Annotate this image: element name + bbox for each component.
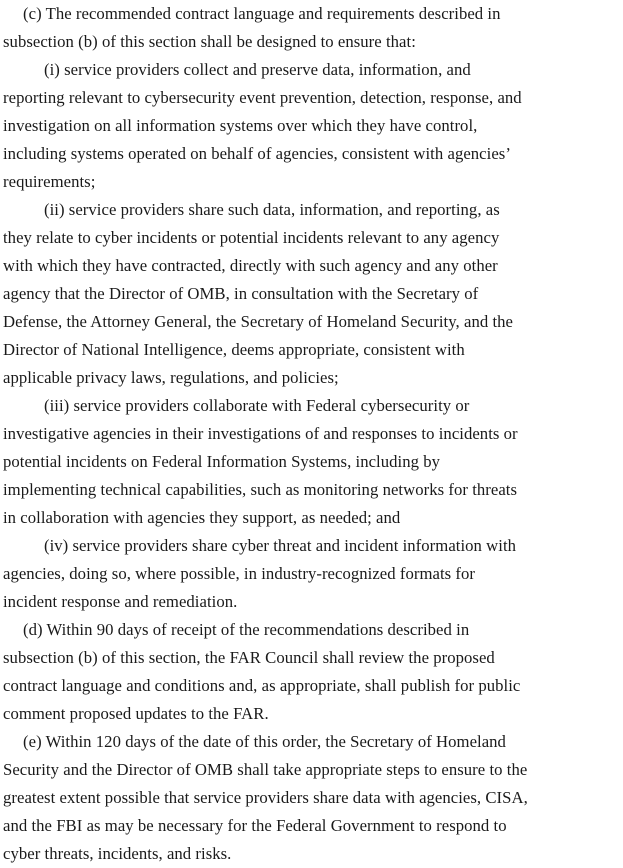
paragraph-c-line-2: subsection (b) of this section shall be designed to ensure that: bbox=[3, 32, 416, 51]
paragraph-d-line-2: subsection (b) of this section, the FAR Council shall review the proposed bbox=[3, 648, 495, 667]
item-ii-line-2: they relate to cyber incidents or potential incidents relevant to any agency bbox=[3, 228, 500, 247]
item-i-line-2: reporting relevant to cybersecurity event prevention, detection, response, and bbox=[3, 88, 522, 107]
item-ii-line-3: with which they have contracted, directly with such agency and any other bbox=[3, 256, 498, 275]
item-ii-line-7: applicable privacy laws, regulations, and policies; bbox=[3, 368, 339, 387]
paragraph-e-line-2: Security and the Director of OMB shall take appropriate steps to ensure to the bbox=[3, 760, 528, 779]
item-iv-line-2: agencies, doing so, where possible, in industry-recognized formats for bbox=[3, 564, 476, 583]
paragraph-d-line-3: contract language and conditions and, as appropriate, shall publish for public bbox=[3, 676, 521, 695]
item-iv-line-1: (iv) service providers share cyber threat and incident information with bbox=[44, 536, 517, 555]
paragraph-d-line-1: (d) Within 90 days of receipt of the recommendations described in bbox=[23, 620, 470, 639]
item-ii-line-6: Director of National Intelligence, deems appropriate, consistent with bbox=[3, 340, 465, 359]
paragraph-c-line-1: (c) The recommended contract language and requirements described in bbox=[23, 4, 501, 23]
paragraph-e-line-3: greatest extent possible that service providers share data with agencies, CISA, bbox=[3, 788, 528, 807]
item-ii-line-5: Defense, the Attorney General, the Secretary of Homeland Security, and the bbox=[3, 312, 514, 331]
item-i-line-4: including systems operated on behalf of agencies, consistent with agencies’ bbox=[3, 144, 511, 163]
paragraph-e-line-5: cyber threats, incidents, and risks. bbox=[3, 844, 232, 863]
item-i-line-3: investigation on all information systems over which they have control, bbox=[3, 116, 478, 135]
item-ii-line-1: (ii) service providers share such data, information, and reporting, as bbox=[44, 200, 500, 219]
item-i-line-5: requirements; bbox=[3, 172, 96, 191]
item-iii-line-2: investigative agencies in their investigations of and responses to incidents or bbox=[3, 424, 518, 443]
item-i-line-1: (i) service providers collect and preserve data, information, and bbox=[44, 60, 471, 79]
item-ii-line-4: agency that the Director of OMB, in consultation with the Secretary of bbox=[3, 284, 479, 303]
item-iii-line-1: (iii) service providers collaborate with Federal cybersecurity or bbox=[44, 396, 470, 415]
item-iii-line-4: implementing technical capabilities, such as monitoring networks for threats bbox=[3, 480, 518, 499]
item-iv-line-3: incident response and remediation. bbox=[3, 592, 238, 611]
item-iii-line-5: in collaboration with agencies they support, as needed; and bbox=[3, 508, 401, 527]
paragraph-e-line-4: and the FBI as may be necessary for the Federal Government to respond to bbox=[3, 816, 507, 835]
paragraph-d-line-4: comment proposed updates to the FAR. bbox=[3, 704, 269, 723]
item-iii-line-3: potential incidents on Federal Information Systems, including by bbox=[3, 452, 441, 471]
paragraph-e-line-1: (e) Within 120 days of the date of this order, the Secretary of Homeland bbox=[23, 732, 506, 751]
